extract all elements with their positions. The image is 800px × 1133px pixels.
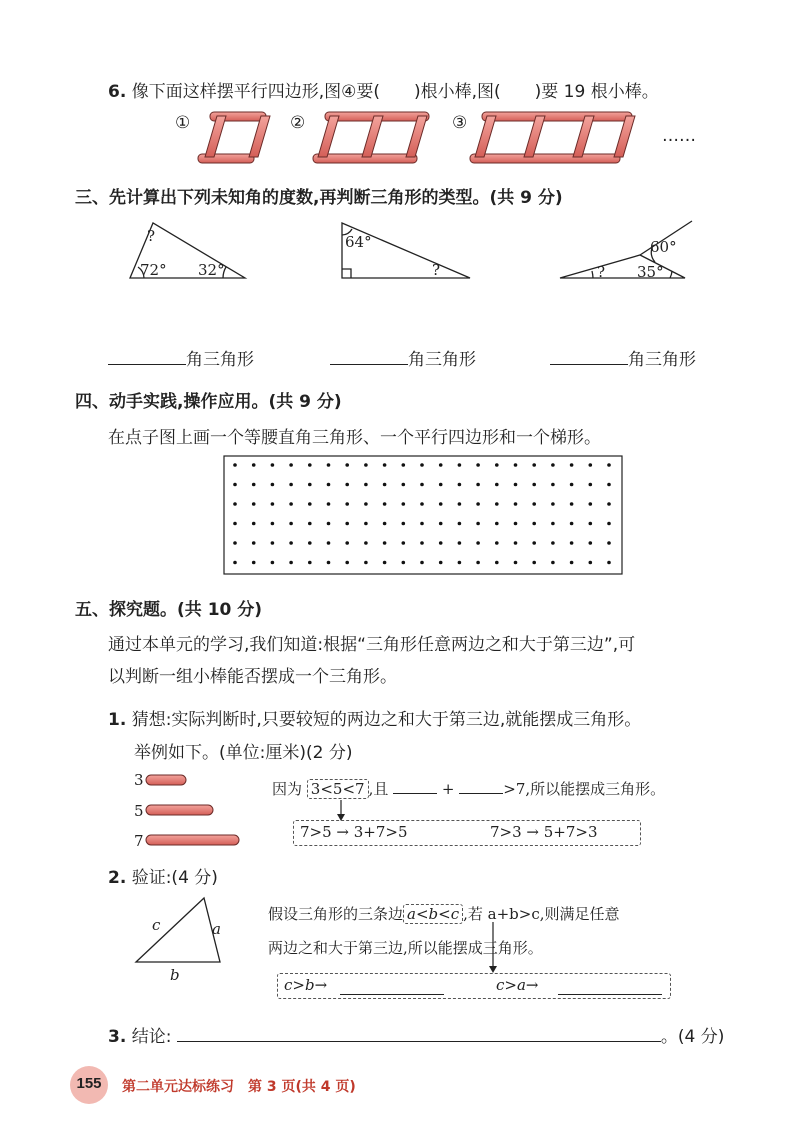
p1-example-box xyxy=(293,820,641,846)
stick-3-label: 3 xyxy=(134,771,144,789)
grid-dot xyxy=(514,502,518,506)
footer-text: 第二单元达标练习 第 3 页(共 4 页) xyxy=(122,1079,356,1095)
grid-dot xyxy=(514,463,518,467)
grid-dot xyxy=(458,541,462,545)
answer-3-blank[interactable] xyxy=(550,364,628,365)
page-number: 155 xyxy=(76,1075,102,1092)
grid-dot xyxy=(476,502,480,506)
grid-dot xyxy=(495,463,499,467)
plus-sign: + xyxy=(441,780,455,798)
grid-dot xyxy=(233,561,237,565)
grid-dot xyxy=(589,483,593,487)
grid-dot xyxy=(495,522,499,526)
p3-label: 结论: xyxy=(131,1027,172,1047)
down-arrow-icon xyxy=(335,800,347,822)
grid-dot xyxy=(439,502,443,506)
grid-dot xyxy=(327,522,331,526)
grid-dot xyxy=(402,522,406,526)
grid-dot xyxy=(570,541,574,545)
grid-dot xyxy=(589,522,593,526)
grid-dot xyxy=(420,561,424,565)
grid-dot xyxy=(532,561,536,565)
figure-3-label: ③ xyxy=(452,113,468,133)
p2-text-line-1 xyxy=(268,903,620,924)
grid-dot xyxy=(495,483,499,487)
answer-2-blank[interactable] xyxy=(330,364,408,365)
grid-dot xyxy=(532,522,536,526)
p3-number: 3. xyxy=(108,1027,127,1047)
grid-dot xyxy=(233,463,237,467)
answer-3-suffix: 角三角形 xyxy=(628,350,696,370)
down-arrow-icon xyxy=(487,922,499,974)
q6-text xyxy=(108,77,659,102)
tri3-angle-a: 60° xyxy=(650,238,677,256)
grid-dot xyxy=(233,522,237,526)
p2-assume: 假设三角形的三条边 xyxy=(268,905,404,923)
grid-dot xyxy=(402,502,406,506)
tri1-angle-b: 32° xyxy=(198,261,225,279)
grid-dot xyxy=(364,541,368,545)
grid-dot xyxy=(532,483,536,487)
grid-dot xyxy=(271,522,275,526)
grid-dot xyxy=(514,522,518,526)
grid-dot xyxy=(458,463,462,467)
section-5-heading: 五、探究题。(共 10 分) xyxy=(75,600,263,620)
dot-grid[interactable] xyxy=(223,455,623,575)
grid-dot xyxy=(570,463,574,467)
grid-dot xyxy=(476,522,480,526)
grid-dot xyxy=(383,483,387,487)
grid-dot xyxy=(476,561,480,565)
answer-1 xyxy=(108,345,254,370)
sum-blank-1[interactable] xyxy=(393,793,437,794)
grid-dot xyxy=(476,541,480,545)
p3-end: 。(4 分) xyxy=(660,1027,725,1047)
side-b-label: b xyxy=(170,966,180,984)
grid-dot xyxy=(233,541,237,545)
grid-dot xyxy=(402,483,406,487)
answer-2-suffix: 角三角形 xyxy=(408,350,476,370)
grid-dot xyxy=(233,502,237,506)
stick-7-label: 7 xyxy=(134,832,144,850)
grid-dot xyxy=(551,522,555,526)
grid-dot xyxy=(439,541,443,545)
grid-dot xyxy=(271,561,275,565)
grid-dot xyxy=(551,483,555,487)
grid-dot xyxy=(252,502,256,506)
grid-dot xyxy=(439,561,443,565)
grid-dot xyxy=(271,541,275,545)
grid-dot xyxy=(607,541,611,545)
grid-dot xyxy=(327,463,331,467)
grid-dot xyxy=(402,463,406,467)
grid-dot xyxy=(514,483,518,487)
p2-condition: ,若 a+b>c,则满足任意 xyxy=(463,905,620,923)
grid-dot xyxy=(420,483,424,487)
proof-a-label: c>b→ xyxy=(284,976,328,994)
grid-dot xyxy=(551,502,555,506)
grid-dot xyxy=(233,483,237,487)
answer-1-suffix: 角三角形 xyxy=(186,350,254,370)
grid-dot xyxy=(589,502,593,506)
grid-dot xyxy=(289,502,293,506)
grid-dot xyxy=(364,561,368,565)
grid-dot xyxy=(252,463,256,467)
grid-dot xyxy=(252,541,256,545)
p2-inequality-box: a<b<c xyxy=(403,904,463,924)
grid-dot xyxy=(345,463,349,467)
grid-dot xyxy=(271,463,275,467)
grid-dot xyxy=(252,522,256,526)
grid-dot xyxy=(607,561,611,565)
grid-dot xyxy=(327,502,331,506)
grid-dot xyxy=(308,541,312,545)
grid-dot xyxy=(495,502,499,506)
grid-dot xyxy=(589,561,593,565)
q6-number: 6. xyxy=(108,82,127,102)
and-label: ,且 xyxy=(368,780,389,798)
grid-dot xyxy=(570,483,574,487)
grid-dot xyxy=(439,522,443,526)
grid-dot xyxy=(570,502,574,506)
grid-dot xyxy=(252,483,256,487)
grid-dot xyxy=(458,483,462,487)
side-c-label: c xyxy=(152,916,161,934)
grid-dot xyxy=(402,541,406,545)
grid-dot xyxy=(345,502,349,506)
section-5-intro-2: 以判断一组小棒能否摆成一个三角形。 xyxy=(108,667,397,687)
tri2-unknown: ? xyxy=(432,261,441,279)
result-text: >7,所以能摆成三角形。 xyxy=(503,780,666,798)
grid-dot xyxy=(327,541,331,545)
example-b: 7>3 → 5+7>3 xyxy=(490,823,598,841)
grid-dot xyxy=(420,522,424,526)
grid-dot xyxy=(383,541,387,545)
grid-dot xyxy=(551,463,555,467)
grid-dot xyxy=(476,483,480,487)
grid-dot xyxy=(402,561,406,565)
p2-line xyxy=(108,863,218,888)
figure-1-label: ① xyxy=(175,113,191,133)
tri1-unknown: ? xyxy=(147,227,156,245)
grid-dot xyxy=(308,502,312,506)
stick-parallelograms xyxy=(190,108,650,168)
proof-b-label: c>a→ xyxy=(496,976,539,994)
grid-dot xyxy=(495,541,499,545)
p2-proof-box xyxy=(277,973,671,999)
sum-blank-2[interactable] xyxy=(459,793,503,794)
ellipsis: …… xyxy=(662,126,696,146)
answer-2 xyxy=(330,345,476,370)
grid-dot xyxy=(420,541,424,545)
grid-dot xyxy=(551,561,555,565)
grid-dot xyxy=(345,522,349,526)
grid-dot xyxy=(289,483,293,487)
grid-dot xyxy=(570,561,574,565)
tri1-angle-a: 72° xyxy=(140,261,167,279)
grid-dot xyxy=(439,463,443,467)
grid-dot xyxy=(514,561,518,565)
because-label: 因为 xyxy=(272,780,303,798)
grid-dot xyxy=(607,483,611,487)
grid-dot xyxy=(532,502,536,506)
grid-dot xyxy=(308,561,312,565)
grid-dot xyxy=(383,502,387,506)
grid-dot xyxy=(308,463,312,467)
p1-line-1 xyxy=(108,705,641,730)
length-sticks xyxy=(144,772,244,852)
grid-dot xyxy=(289,561,293,565)
grid-dot xyxy=(308,483,312,487)
proof-b-blank[interactable] xyxy=(558,978,662,995)
grid-dot xyxy=(570,522,574,526)
grid-dot xyxy=(607,522,611,526)
section-4-instruction: 在点子图上画一个等腰直角三角形、一个平行四边形和一个梯形。 xyxy=(108,428,601,448)
grid-dot xyxy=(476,463,480,467)
grid-dot xyxy=(327,483,331,487)
grid-dot xyxy=(383,561,387,565)
q6-question: 像下面这样摆平行四边形,图④要( )根小棒,图( )要 19 根小棒。 xyxy=(131,82,659,102)
grid-dot xyxy=(439,483,443,487)
proof-a-blank[interactable] xyxy=(340,978,444,995)
example-a: 7>5 → 3+7>5 xyxy=(300,823,408,841)
p2-label: 验证:(4 分) xyxy=(131,868,218,888)
grid-dot xyxy=(532,541,536,545)
grid-dot xyxy=(458,522,462,526)
side-a-label: a xyxy=(212,920,221,938)
section-4-heading: 四、动手实践,操作应用。(共 9 分) xyxy=(75,392,342,412)
grid-dot xyxy=(289,541,293,545)
grid-dot xyxy=(252,561,256,565)
grid-dot xyxy=(420,502,424,506)
grid-dot xyxy=(364,463,368,467)
conclusion-blank[interactable] xyxy=(177,1041,661,1042)
grid-dot xyxy=(514,541,518,545)
grid-dot xyxy=(420,463,424,467)
tri3-unknown: ? xyxy=(597,263,606,281)
answer-1-blank[interactable] xyxy=(108,364,186,365)
grid-dot xyxy=(551,541,555,545)
grid-dot xyxy=(383,463,387,467)
tri2-angle-a: 64° xyxy=(345,233,372,251)
grid-dot xyxy=(364,502,368,506)
grid-dot xyxy=(589,463,593,467)
grid-dot xyxy=(271,502,275,506)
grid-dot xyxy=(495,561,499,565)
grid-dot xyxy=(345,561,349,565)
grid-dot xyxy=(532,463,536,467)
p2-number: 2. xyxy=(108,868,127,888)
grid-dot xyxy=(458,561,462,565)
grid-dot xyxy=(327,561,331,565)
p1-line-2: 举例如下。(单位:厘米)(2 分) xyxy=(134,743,353,763)
p3-line xyxy=(108,1022,724,1047)
section-5-intro-1: 通过本单元的学习,我们知道:根据“三角形任意两边之和大于第三边”,可 xyxy=(108,635,636,655)
p2-text-line-2: 两边之和大于第三边,所以能摆成三角形。 xyxy=(268,939,543,957)
section-3-heading: 三、先计算出下列未知角的度数,再判断三角形的类型。(共 9 分) xyxy=(75,188,563,208)
figure-2-label: ② xyxy=(290,113,306,133)
grid-dot xyxy=(589,541,593,545)
grid-dot xyxy=(289,463,293,467)
p1-number: 1. xyxy=(108,710,127,730)
p1-because-line xyxy=(272,778,665,799)
grid-dot xyxy=(308,522,312,526)
grid-dot xyxy=(364,483,368,487)
grid-dot xyxy=(364,522,368,526)
inequality-box: 3<5<7 xyxy=(307,779,369,799)
grid-dot xyxy=(607,502,611,506)
grid-dot xyxy=(345,541,349,545)
p1-text: 猜想:实际判断时,只要较短的两边之和大于第三边,就能摆成三角形。 xyxy=(131,710,642,730)
tri3-angle-b: 35° xyxy=(637,263,664,281)
stick-5-label: 5 xyxy=(134,802,144,820)
grid-dot xyxy=(271,483,275,487)
grid-dot xyxy=(607,463,611,467)
grid-dot xyxy=(345,483,349,487)
answer-3 xyxy=(550,345,696,370)
grid-dot xyxy=(289,522,293,526)
grid-dot xyxy=(458,502,462,506)
grid-dot xyxy=(383,522,387,526)
